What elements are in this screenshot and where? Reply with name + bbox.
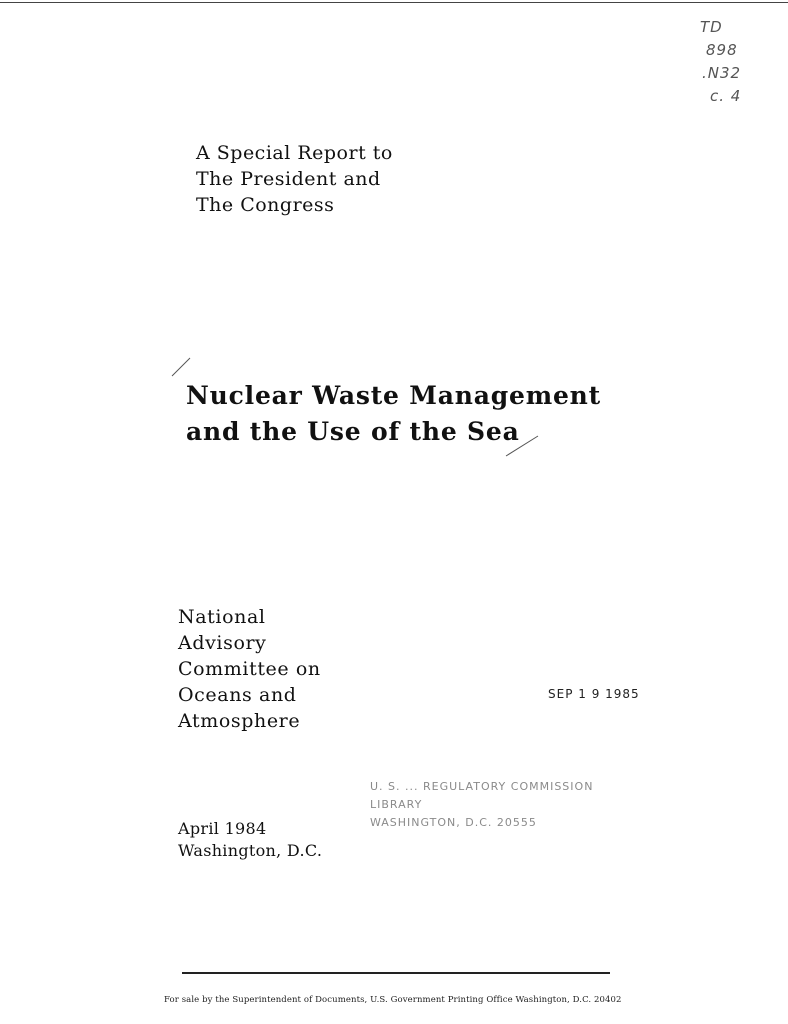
publication-place: Washington, D.C. [178, 841, 323, 860]
title-line-1: Nuclear Waste Management [186, 381, 601, 410]
committee-line: Atmosphere [178, 710, 301, 732]
committee-line: Committee on [178, 658, 321, 680]
report-to-line: The Congress [196, 194, 335, 216]
publication-date: April 1984 [178, 819, 267, 838]
library-stamp-line: WASHINGTON, D.C. 20555 [370, 816, 537, 829]
publication-info [178, 818, 322, 862]
handwritten-call-number [700, 16, 780, 108]
call-number-line: c. 4 [710, 87, 742, 105]
library-stamp-line: LIBRARY [370, 798, 423, 811]
top-edge-rule [0, 2, 788, 3]
report-recipients [196, 140, 393, 218]
library-stamp [370, 778, 690, 832]
footer-divider [182, 972, 610, 974]
title-line-2: and the Use of the Sea [186, 417, 520, 446]
pencil-mark-icon [170, 356, 192, 378]
call-number-line: TD [700, 18, 723, 36]
library-stamp-line: U. S. ... REGULATORY COMMISSION [370, 780, 594, 793]
call-number-line: .N32 [702, 64, 742, 82]
committee-line: Advisory [178, 632, 267, 654]
received-date-stamp: SEP 1 9 1985 [548, 687, 640, 701]
report-to-line: A Special Report to [196, 142, 393, 164]
pencil-mark-icon [504, 434, 540, 458]
issuing-committee [178, 604, 321, 734]
sale-notice: For sale by the Superintendent of Documents, U.S. Government Printing Office Washington, D.C. 20402 [164, 995, 622, 1005]
committee-line: National [178, 606, 266, 628]
committee-line: Oceans and [178, 684, 297, 706]
call-number-line: 898 [706, 41, 738, 59]
report-to-line: The President and [196, 168, 381, 190]
